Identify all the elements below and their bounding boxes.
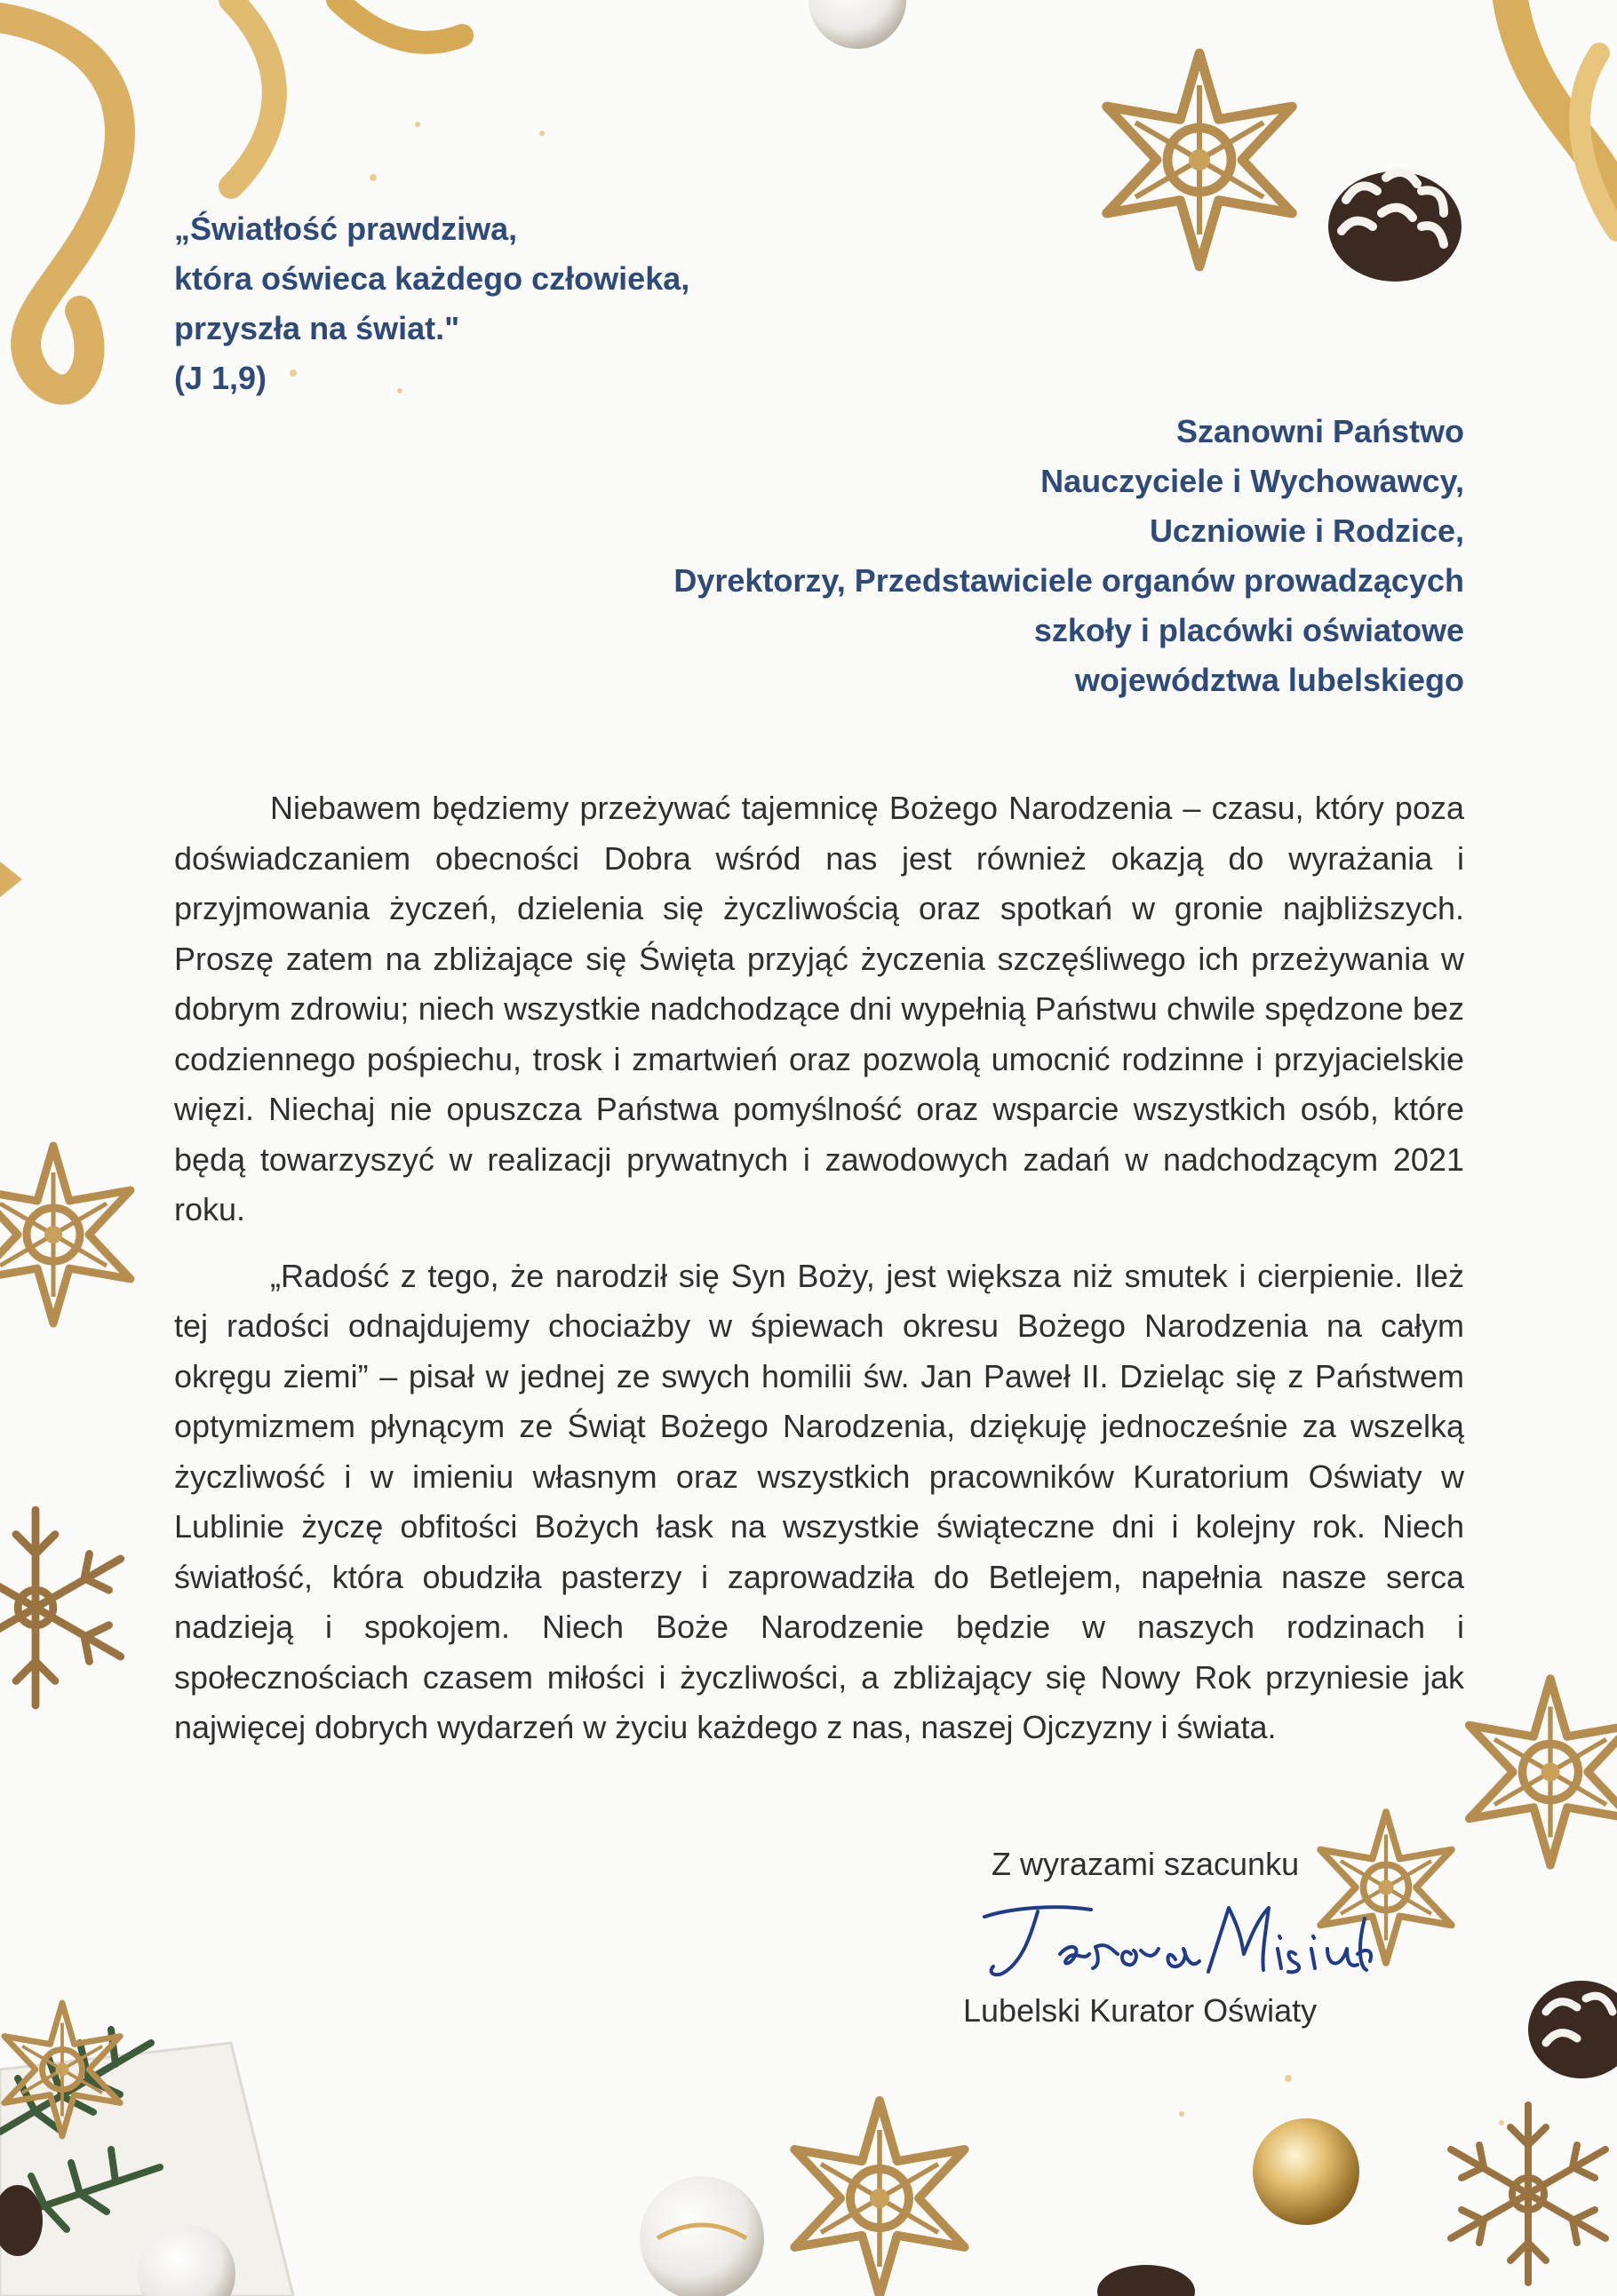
closing-regards: Z wyrazami szacunku bbox=[992, 1846, 1300, 1882]
quote-reference: (J 1,9) bbox=[174, 360, 267, 396]
salutation-line: Dyrektorzy, Przedstawiciele organów prowadzących bbox=[673, 562, 1464, 599]
christmas-bauble-icon bbox=[1253, 2118, 1359, 2225]
wooden-snowflake-icon bbox=[1451, 2105, 1605, 2283]
wooden-snowflake-icon bbox=[0, 1510, 121, 1705]
salutation-line: Uczniowie i Rodzice, bbox=[1149, 512, 1464, 549]
salutation-line: województwa lubelskiego bbox=[1074, 662, 1464, 698]
pine-cone-icon bbox=[1097, 2265, 1195, 2296]
star-icon bbox=[0, 862, 22, 897]
gold-ribbon-icon bbox=[1510, 0, 1617, 231]
bible-quote bbox=[174, 204, 796, 403]
salutation-line: Szanowni Państwo bbox=[1175, 413, 1464, 449]
wooden-snowflake-icon bbox=[794, 2101, 964, 2296]
letter-body bbox=[174, 783, 1464, 1769]
salutation-line: szkoły i placówki oświatowe bbox=[1033, 612, 1464, 648]
signer-title: Lubelski Kurator Oświaty bbox=[963, 1992, 1318, 2029]
salutation bbox=[398, 407, 1464, 705]
paragraph: „Radość z tego, że narodził się Syn Boży, jest większa niż smutek i cierpienie. Ileż tej radości odnajdujemy chociażby w śpiewach okresu Bożego Narodzenia na całym okręgu ziemi” – pisał w jednej ze swych homilii św. Jan Paweł II. Dzieląc się z Państwem optymizmem płynącym ze Świąt Bożego Narodzenia, dziękuję jednocześnie za wszelką życzliwość i w imieniu własnym oraz wszystkich pracowników Kuratorium Oświaty w Lublinie życzę obfitości Bożych łask na wszystkie świąteczne dni i kolejny rok. Niech światłość, która obudziła pasterzy i zaprowadziła do Betlejem, napełnia nasze serca nadzieją i spokojem. Niech Boże Narodzenie będzie w naszych rodzinach i społecznościach czasem miłości i życzliwości, a zbliżający się Nowy Rok przyniesie jak najwięcej dobrych wydarzeń w życiu każdego z nas, naszej Ojczyzny i świata. bbox=[174, 1257, 1464, 1745]
quote-line: przyszła na świat." bbox=[174, 310, 460, 346]
quote-line: która oświeca każdego człowieka, bbox=[174, 260, 690, 297]
handwritten-signature bbox=[976, 1892, 1375, 1990]
pine-cone-icon bbox=[1528, 1981, 1617, 2078]
paragraph: Niebawem będziemy przeżywać tajemnicę Bożego Narodzenia – czasu, który poza doświadczaniem obecności Dobra wśród nas jest również okazją do wyrażania i przyjmowania życzeń, dzielenia się życzliwością oraz spotkań w gronie najbliższych. Proszę zatem na zbliżające się Święta przyjąć życzenia szczęśliwego ich przeżywania w dobrym zdrowiu; niech wszystkie nadchodzące dni wypełnią Państwu chwile spędzone bez codziennego pośpiechu, trosk i zmartwień oraz pozwolą umocnić rodzinne i przyjacielskie więzi. Niechaj nie opuszcza Państwa pomyślność oraz wsparcie wszystkich osób, które będą towarzyszyć w realizacji prywatnych i zawodowych zadań w nadchodzącym 2021 roku. bbox=[174, 790, 1464, 1227]
salutation-line: Nauczyciele i Wychowawcy, bbox=[1040, 463, 1464, 499]
wooden-snowflake-icon bbox=[1107, 53, 1293, 266]
pine-cone-icon bbox=[1328, 171, 1462, 282]
wooden-snowflake-icon bbox=[0, 1146, 131, 1323]
wooden-snowflake-icon bbox=[1470, 1679, 1617, 1865]
christmas-bauble-icon bbox=[808, 0, 906, 49]
quote-line: „Światłość prawdziwa, bbox=[174, 211, 518, 247]
